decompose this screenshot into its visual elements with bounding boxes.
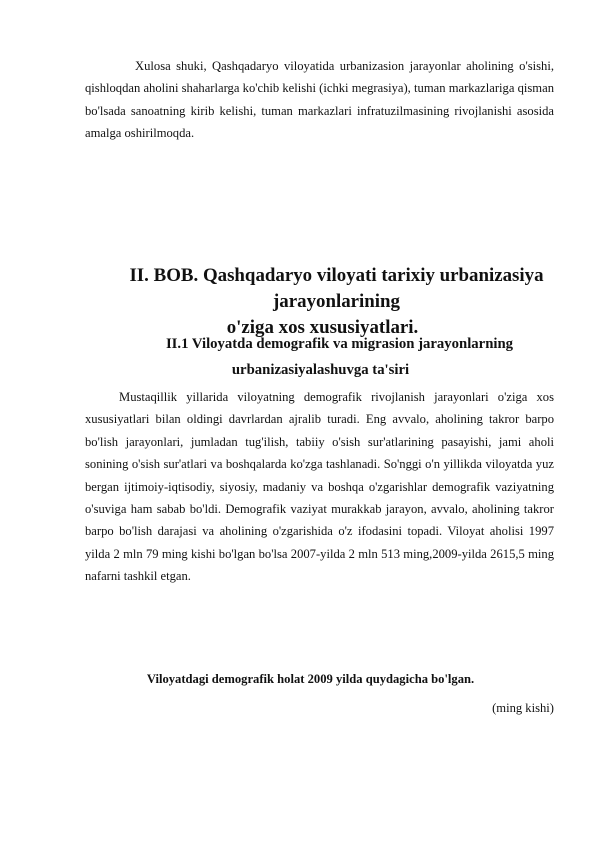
table-title: Viloyatdagi demografik holat 2009 yilda quydagicha bo'lgan. <box>146 672 475 686</box>
unit-note: (ming kishi) <box>492 701 554 715</box>
chapter-heading-line-2: o'ziga xos xususiyatlari. <box>226 317 419 338</box>
section-heading-line-2: urbanizasiyalashuvga ta'siri <box>231 362 410 378</box>
chapter-heading <box>85 263 554 341</box>
body-paragraph: Mustaqillik yillarida viloyatning demografik rivojlanish jarayonlari o'ziga xos xususiyatlari bilan oldingi davrlardan ajralib turadi. Eng avvalo, aholining takror barpo bo'lish jarayonlari, jumladan tug'ilish, tabiiy o'sish sur'atlarining pasayishi, jami aholi sonining o'sish sur'atlari va boshqalarda ko'zga tashlanadi. So'nggi o'n yillikda viloyatda yuz bergan ijtimoiy-iqtisodiy, siyosiy, madaniy va boshqa o'zgarishlar demografik vaziyatning o'suviga ham sabab bo'ldi. Demografik vaziyat murakkab jarayon, avvalo, aholining takror barpo bo'lish darajasi va aholining o'zgarishida o'z ifodasini topadi. Viloyat aholisi 1997 yilda 2 mln 79 ming kishi bo'lgan bo'lsa 2007-yilda 2 mln 513 ming,2009-yilda 2615,5 ming nafarni tashkil etgan. <box>85 390 554 584</box>
section-heading-line-1: II.1 Viloyatda demografik va migrasion jarayonlarning <box>165 336 514 352</box>
conclusion-paragraph: Xulosa shuki, Qashqadaryo viloyatida urbanizasion jarayonlar aholining o'sishi, qishloqdan aholini shaharlarga ko'chib kelishi (ichki megrasiya), tuman markazlariga qisman bo'lsada sanoatning kirib kelishi, tuman markazlari infratuzilmasining rivojlanishi asosida amalga oshirilmoqda. <box>85 59 554 141</box>
section-heading <box>85 331 554 383</box>
chapter-heading-line-1: II. BOB. Qashqadaryo viloyati tarixiy urbanizasiya jarayonlarining <box>129 265 544 312</box>
